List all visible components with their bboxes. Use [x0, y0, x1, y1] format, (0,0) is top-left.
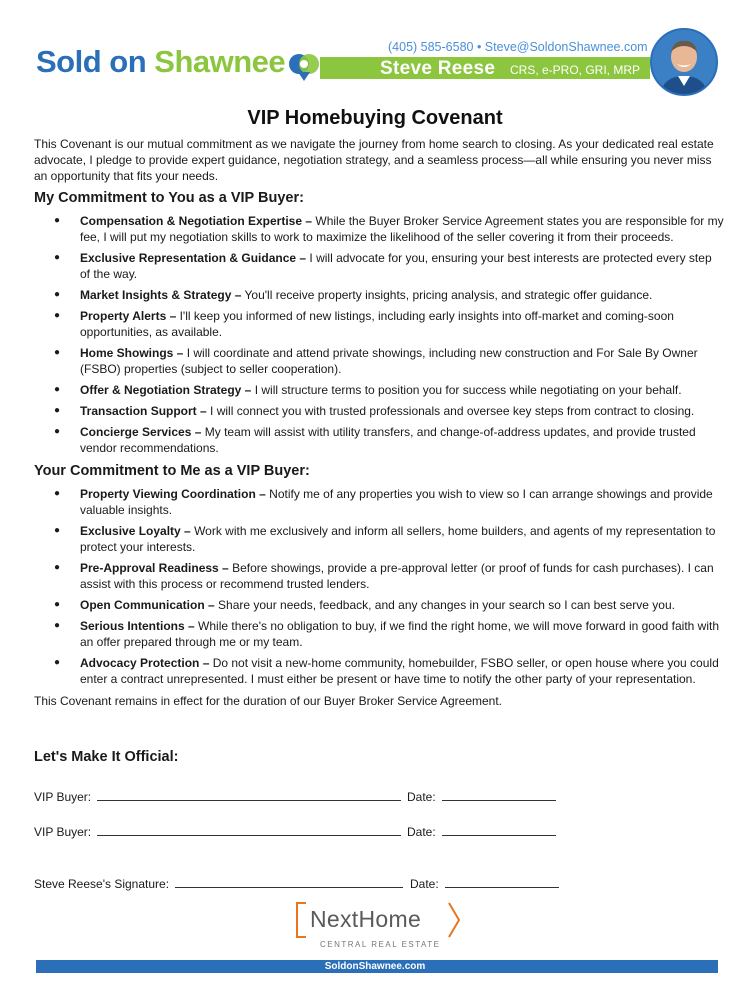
item-term: Advocacy Protection – [80, 656, 210, 670]
agent-signature-line[interactable] [175, 876, 403, 888]
buyer1-signature-row [34, 789, 401, 804]
buyer2-date-label: Date: [407, 825, 436, 839]
list-item [34, 655, 724, 687]
covenant-body [34, 136, 724, 709]
buyer1-label: VIP Buyer: [34, 790, 92, 804]
item-term: Home Showings – [80, 346, 184, 360]
list-item [34, 523, 724, 555]
person-icon [652, 30, 716, 94]
item-text: I will connect you with trusted professionals and oversee key steps from contract to closing. [206, 404, 695, 418]
item-text: While there's no obligation to buy, if we find the right home, we will move forward in good faith with an offer prepared through me or my team. [80, 619, 720, 649]
footer-website[interactable]: SoldonShawnee.com [324, 961, 426, 972]
item-text: Do not visit a new-home community, homebuilder, FSBO seller, or open house where you could enter a contract unrepresented. I must either be present or have time to notify the other party of your representation. [80, 656, 719, 686]
list-item [34, 287, 724, 303]
item-term: Transaction Support – [80, 404, 207, 418]
nexthome-subtitle: CENTRAL REAL ESTATE [320, 940, 441, 949]
list-item [34, 345, 724, 377]
item-term: Compensation & Negotiation Expertise – [80, 214, 313, 228]
item-text: I will advocate for you, ensuring your best interests are protected every step of the way. [80, 251, 712, 281]
item-text: I will structure terms to position you for success while negotiating on your behalf. [251, 383, 682, 397]
item-term: Pre-Approval Readiness – [80, 561, 229, 575]
agent-commitment-list [34, 213, 724, 456]
buyer1-signature-line[interactable] [97, 789, 401, 801]
intro-paragraph: This Covenant is our mutual commitment as we navigate the journey from home search to closing. As your dedicated real estate advocate, I pledge to provide expert guidance, negotiation strategy, and a seamless process—all while ensuring you never miss an opportunity that fits your needs. [34, 137, 714, 183]
item-text: You'll receive property insights, pricing analysis, and strategic offer guidance. [241, 288, 653, 302]
item-term: Concierge Services – [80, 425, 202, 439]
agent-signature-label: Steve Reese's Signature: [34, 877, 170, 891]
agent-date-label: Date: [410, 877, 439, 891]
item-text: My team will assist with utility transfers, and change-of-address updates, and provide trusted vendor recommendations. [80, 425, 696, 455]
item-text: I will coordinate and attend private showings, including new construction and For Sale By Owner (FSBO) properties (subject to seller cooperation). [80, 346, 698, 376]
list-item [34, 597, 724, 613]
section-heading-buyer-commitment: Your Commitment to Me as a VIP Buyer: [34, 463, 310, 479]
page-title: VIP Homebuying Covenant [247, 107, 503, 129]
buyer2-signature-line[interactable] [97, 824, 401, 836]
agent-name: Steve Reese [380, 58, 496, 79]
agent-date-row [410, 876, 559, 891]
buyer1-date-label: Date: [407, 790, 436, 804]
buyer1-date-line[interactable] [442, 789, 556, 801]
buyer2-signature-row [34, 824, 401, 839]
logo [36, 44, 285, 80]
list-item [34, 250, 724, 282]
agent-signature-row [34, 876, 403, 891]
contact-info: (405) 585-6580 • Steve@SoldonShawnee.com [388, 40, 648, 54]
closing-statement: This Covenant remains in effect for the duration of our Buyer Broker Service Agreement. [34, 694, 503, 708]
logo-sold: Sold on [36, 44, 155, 79]
list-item [34, 486, 724, 518]
item-text: Notify me of any properties you wish to view so I can arrange showings and provide valuable insights. [80, 487, 713, 517]
item-term: Exclusive Loyalty – [80, 524, 191, 538]
item-term: Open Communication – [80, 598, 215, 612]
item-text: Work with me exclusively and inform all sellers, home builders, and agents of my representation to protect your interests. [80, 524, 716, 554]
item-term: Exclusive Representation & Guidance – [80, 251, 307, 265]
item-text: Before showings, provide a pre-approval letter (or proof of funds for cash purchases). I can assist with this process or recommend trusted lenders. [80, 561, 714, 591]
buyer1-date-row [407, 789, 556, 804]
header [0, 0, 750, 100]
item-term: Property Viewing Coordination – [80, 487, 266, 501]
list-item [34, 424, 724, 456]
buyer2-date-line[interactable] [442, 824, 556, 836]
agent-date-line[interactable] [445, 876, 559, 888]
item-text: Share your needs, feedback, and any changes in your search so I can best serve you. [214, 598, 675, 612]
item-term: Property Alerts – [80, 309, 177, 323]
nexthome-name: NextHome [310, 906, 422, 932]
agent-credentials: CRS, e-PRO, GRI, MRP [510, 63, 641, 77]
item-term: Serious Intentions – [80, 619, 195, 633]
bracket-left-icon [296, 902, 306, 938]
list-item [34, 213, 724, 245]
nexthome-logo [296, 902, 460, 950]
list-item [34, 308, 724, 340]
list-item [34, 382, 724, 398]
list-item [34, 618, 724, 650]
signature-heading: Let's Make It Official: [34, 749, 179, 765]
item-term: Offer & Negotiation Strategy – [80, 383, 252, 397]
item-term: Market Insights & Strategy – [80, 288, 242, 302]
item-text: I'll keep you informed of new listings, including early insights into off-market and coming-soon opportunities, as available. [80, 309, 674, 339]
logo-shawnee: Shawnee [154, 44, 286, 79]
buyer-commitment-list [34, 486, 724, 687]
list-item [34, 403, 724, 419]
chevron-right-icon [448, 902, 460, 938]
agent-avatar [650, 28, 718, 96]
section-heading-agent-commitment: My Commitment to You as a VIP Buyer: [34, 190, 304, 206]
item-text: While the Buyer Broker Service Agreement states you are responsible for my fee, I will put my negotiation skills to work to maximize the likelihood of the seller covering it from their proceeds. [80, 214, 724, 244]
buyer2-date-row [407, 824, 556, 839]
map-pin-icon [288, 50, 320, 82]
buyer2-label: VIP Buyer: [34, 825, 92, 839]
list-item [34, 560, 724, 592]
